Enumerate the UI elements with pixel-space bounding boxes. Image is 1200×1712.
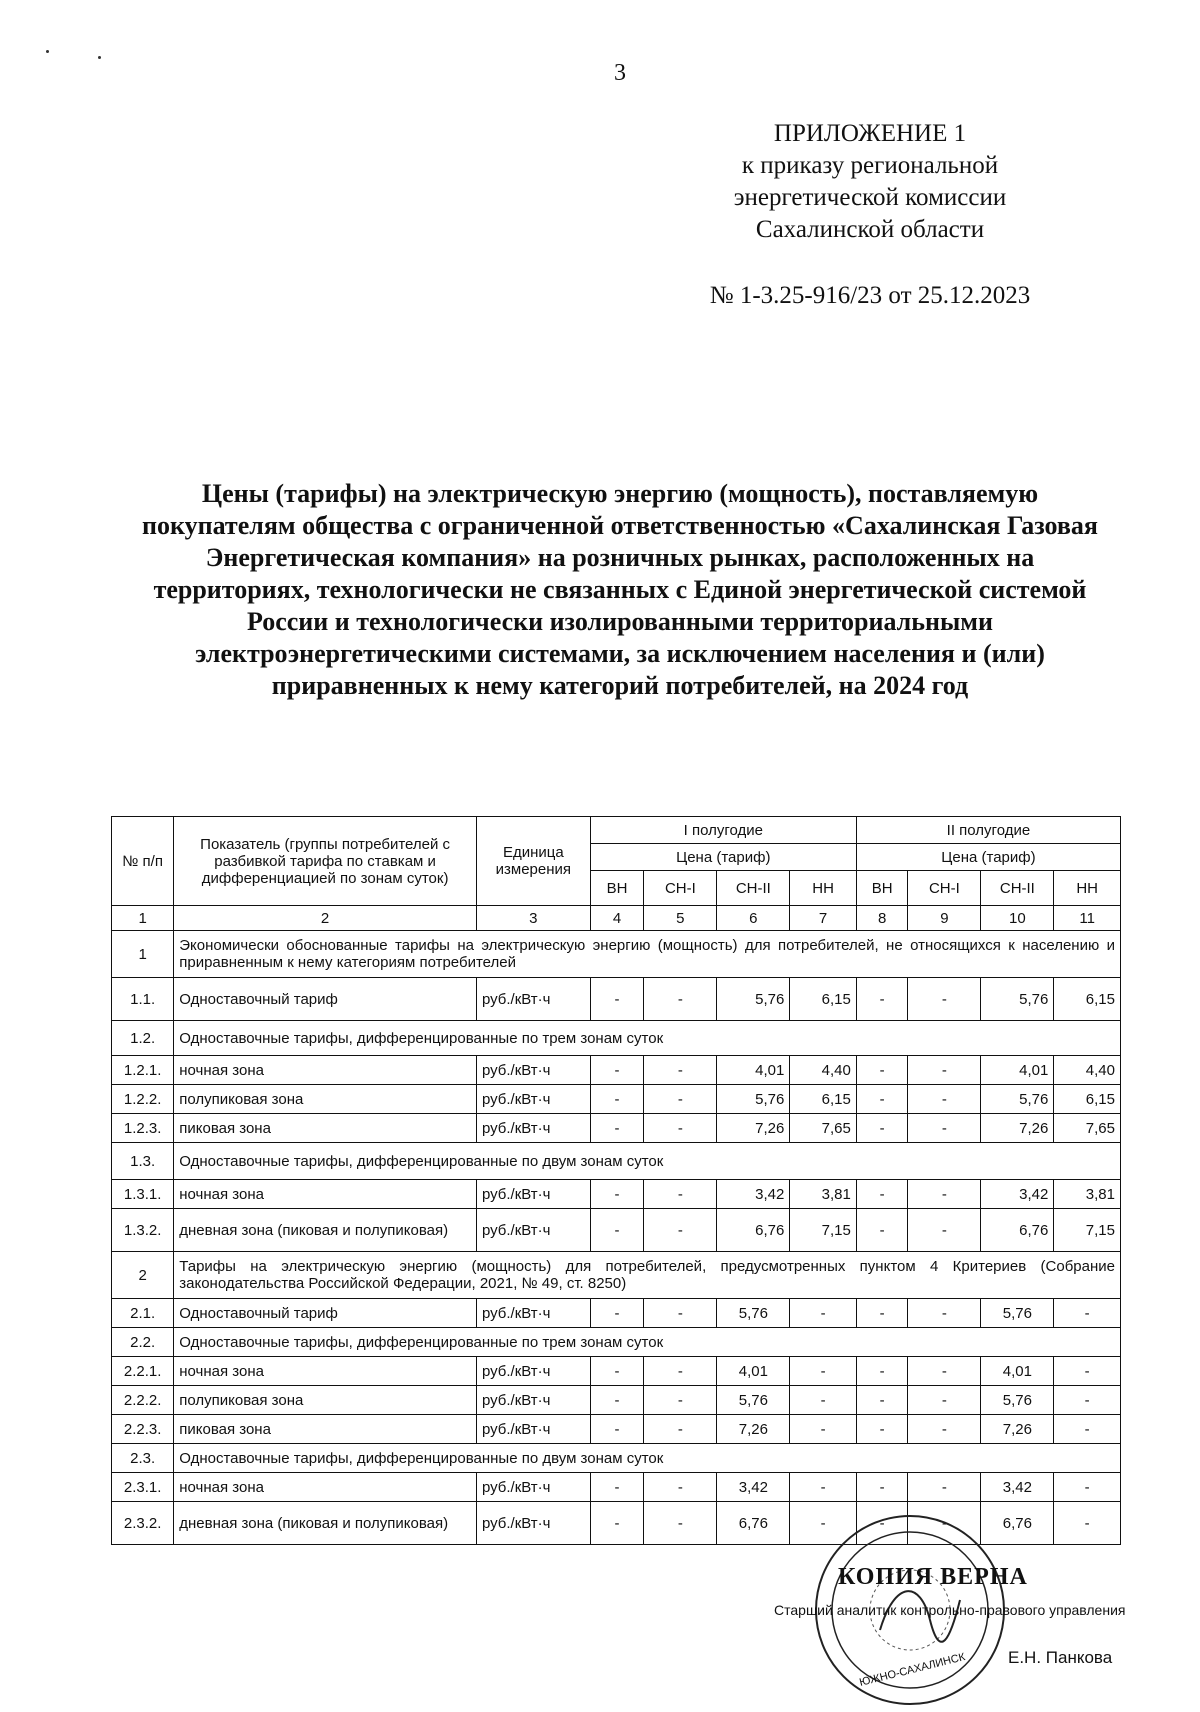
table-row [112,1056,1121,1085]
value-cell: 4,01 [717,1357,790,1386]
value-cell: 6,15 [1054,978,1121,1021]
value-cell: - [1054,1502,1121,1545]
row-unit: руб./кВт·ч [476,1357,590,1386]
table-row [112,978,1121,1021]
row-name: дневная зона (пиковая и полупиковая) [174,1209,477,1252]
row-number: 1.3. [112,1143,174,1180]
value-cell: 3,42 [717,1473,790,1502]
value-cell: - [590,1386,644,1415]
section-title: Экономически обоснованные тарифы на электрическую энергию (мощность) для потребителей, не относящихся к населению и приравненным к нему категориям потребителей [174,931,1121,978]
header-no: № п/п [112,817,174,906]
section-row [112,931,1121,978]
value-cell: - [908,1085,981,1114]
row-unit: руб./кВт·ч [476,1209,590,1252]
row-name: полупиковая зона [174,1386,477,1415]
value-cell: 3,42 [981,1473,1054,1502]
value-cell: 5,76 [717,1299,790,1328]
row-number: 2.1. [112,1299,174,1328]
value-cell: - [908,1502,981,1545]
value-cell: - [1054,1386,1121,1415]
value-cell: 4,01 [981,1056,1054,1085]
column-number: 6 [717,906,790,931]
row-name: пиковая зона [174,1415,477,1444]
value-cell: 6,15 [1054,1085,1121,1114]
tariff-table [111,816,1121,1545]
row-unit: руб./кВт·ч [476,1056,590,1085]
value-cell: - [856,1386,908,1415]
value-cell: - [856,1502,908,1545]
value-cell: 3,81 [790,1180,857,1209]
value-cell: - [590,978,644,1021]
value-cell: - [856,1209,908,1252]
header-nn: НН [790,871,857,906]
value-cell: - [908,1473,981,1502]
header-sn1: СН-I [908,871,981,906]
row-name: Одноставочный тариф [174,978,477,1021]
row-name: ночная зона [174,1473,477,1502]
value-cell: - [644,1473,717,1502]
row-unit: руб./кВт·ч [476,1114,590,1143]
value-cell: - [590,1180,644,1209]
row-number: 2 [112,1252,174,1299]
header-half-2: II полугодие [856,817,1120,844]
header-indicator: Показатель (группы потребителей с разбивкой тарифа по ставкам и дифференциацией по зонам суток) [174,817,477,906]
column-number-row [112,906,1121,931]
row-number: 2.2.2. [112,1386,174,1415]
header-sn2: СН-II [981,871,1054,906]
value-cell: - [1054,1357,1121,1386]
appendix-line: Сахалинской области [755,216,985,243]
document-title: Цены (тарифы) на электрическую энергию (мощность), поставляемую покупателям общества с ограниченной ответственностью «Сахалинская Газовая Энергетическая компания» на розничных рынках, расположенных на территориях, технологически не связанных с Единой энергетической системой России и технологически изолированными территориальными электроэнергетическими системами, за исключением населения и (или) приравненных к нему категорий потребителей, на 2024 год [142,479,1098,700]
column-number: 2 [174,906,477,931]
value-cell: 4,01 [981,1357,1054,1386]
value-cell: - [908,1299,981,1328]
value-cell: - [856,978,908,1021]
row-unit: руб./кВт·ч [476,1180,590,1209]
header-vn: ВН [856,871,908,906]
value-cell: 5,76 [981,1085,1054,1114]
value-cell: 5,76 [981,1299,1054,1328]
row-name: ночная зона [174,1357,477,1386]
row-name: Одноставочный тариф [174,1299,477,1328]
row-name: ночная зона [174,1056,477,1085]
table-row [112,1209,1121,1252]
value-cell: - [856,1180,908,1209]
value-cell: 7,65 [1054,1114,1121,1143]
subsection-row [112,1328,1121,1357]
value-cell: - [856,1473,908,1502]
value-cell: - [1054,1473,1121,1502]
row-unit: руб./кВт·ч [476,1386,590,1415]
value-cell: - [644,1299,717,1328]
row-unit: руб./кВт·ч [476,1299,590,1328]
row-number: 2.2.1. [112,1357,174,1386]
value-cell: - [856,1114,908,1143]
value-cell: 4,40 [1054,1056,1121,1085]
value-cell: 3,81 [1054,1180,1121,1209]
column-number: 5 [644,906,717,931]
value-cell: 6,15 [790,978,857,1021]
value-cell: - [644,1357,717,1386]
table-row [112,1357,1121,1386]
certifier-name: Е.Н. Панкова [1008,1648,1113,1667]
value-cell: 7,26 [981,1415,1054,1444]
subsection-title: Одноставочные тарифы, дифференцированные по трем зонам суток [174,1021,1121,1056]
header-half-1: I полугодие [590,817,856,844]
value-cell: - [590,1056,644,1085]
row-number: 1.3.2. [112,1209,174,1252]
value-cell: 6,76 [717,1209,790,1252]
scan-speck [98,56,101,59]
header-sn2: СН-II [717,871,790,906]
header-unit: Единица измерения [476,817,590,906]
column-number: 3 [476,906,590,931]
subsection-title: Одноставочные тарифы, дифференцированные по трем зонам суток [174,1328,1121,1357]
scan-speck [46,50,49,53]
value-cell: - [856,1415,908,1444]
row-unit: руб./кВт·ч [476,1473,590,1502]
value-cell: - [856,1357,908,1386]
value-cell: - [908,1209,981,1252]
subsection-title: Одноставочные тарифы, дифференцированные по двум зонам суток [174,1444,1121,1473]
section-title: Тарифы на электрическую энергию (мощность) для потребителей, предусмотренных пунктом 4 Критериев (Собрание законодательства Российской Федерации, 2021, № 49, ст. 8250) [174,1252,1121,1299]
subsection-title: Одноставочные тарифы, дифференцированные по двум зонам суток [174,1143,1121,1180]
row-unit: руб./кВт·ч [476,1415,590,1444]
column-number: 7 [790,906,857,931]
table-row [112,1386,1121,1415]
table-row [112,1473,1121,1502]
value-cell: - [590,1415,644,1444]
value-cell: - [908,1114,981,1143]
column-number: 9 [908,906,981,931]
row-number: 1.2.3. [112,1114,174,1143]
table-row [112,1114,1121,1143]
value-cell: 5,76 [981,1386,1054,1415]
value-cell: 4,40 [790,1056,857,1085]
certifier-position: Старший аналитик контрольно-правового управления [774,1602,1126,1618]
value-cell: - [644,1209,717,1252]
value-cell: - [644,1502,717,1545]
value-cell: - [644,978,717,1021]
value-cell: - [590,1114,644,1143]
header-row [112,817,1121,844]
value-cell: - [644,1415,717,1444]
value-cell: - [790,1502,857,1545]
value-cell: 3,42 [717,1180,790,1209]
section-row [112,1252,1121,1299]
value-cell: - [790,1357,857,1386]
value-cell: - [590,1209,644,1252]
header-price: Цена (тариф) [856,844,1120,871]
value-cell: - [790,1415,857,1444]
row-number: 1.1. [112,978,174,1021]
value-cell: 7,26 [717,1415,790,1444]
value-cell: 6,76 [981,1209,1054,1252]
value-cell: - [856,1056,908,1085]
value-cell: - [908,1386,981,1415]
appendix-title: ПРИЛОЖЕНИЕ 1 [773,120,967,147]
value-cell: - [856,1085,908,1114]
value-cell: - [1054,1299,1121,1328]
value-cell: 3,42 [981,1180,1054,1209]
value-cell: 4,01 [717,1056,790,1085]
value-cell: - [856,1299,908,1328]
subsection-row [112,1143,1121,1180]
value-cell: - [644,1114,717,1143]
row-number: 2.3.2. [112,1502,174,1545]
seal-city-label: ЮЖНО-САХАЛИНСК [858,1651,967,1689]
appendix-line: энергетической комиссии [733,184,1007,211]
value-cell: 5,76 [717,1085,790,1114]
value-cell: - [790,1386,857,1415]
row-name: ночная зона [174,1180,477,1209]
row-name: дневная зона (пиковая и полупиковая) [174,1502,477,1545]
row-number: 1 [112,931,174,978]
value-cell: 6,76 [717,1502,790,1545]
row-number: 2.3. [112,1444,174,1473]
value-cell: 7,26 [717,1114,790,1143]
header-sn1: СН-I [644,871,717,906]
value-cell: 7,15 [790,1209,857,1252]
row-unit: руб./кВт·ч [476,1085,590,1114]
value-cell: 7,26 [981,1114,1054,1143]
header-vn: ВН [590,871,644,906]
column-number: 1 [112,906,174,931]
table-row [112,1299,1121,1328]
value-cell: - [1054,1415,1121,1444]
column-number: 8 [856,906,908,931]
appendix-block [690,118,1050,246]
value-cell: - [790,1299,857,1328]
column-number: 11 [1054,906,1121,931]
value-cell: - [590,1085,644,1114]
value-cell: - [590,1473,644,1502]
value-cell: - [790,1473,857,1502]
copy-certified-label: КОПИЯ ВЕРНА [838,1564,1028,1590]
appendix-line: к приказу региональной [741,152,999,179]
subsection-row [112,1021,1121,1056]
row-number: 1.2. [112,1021,174,1056]
table-row [112,1085,1121,1114]
subsection-row [112,1444,1121,1473]
value-cell: 6,76 [981,1502,1054,1545]
row-name: полупиковая зона [174,1085,477,1114]
value-cell: - [908,1056,981,1085]
column-number: 4 [590,906,644,931]
value-cell: 7,15 [1054,1209,1121,1252]
value-cell: - [590,1299,644,1328]
value-cell: - [908,978,981,1021]
table-row [112,1180,1121,1209]
row-number: 1.2.2. [112,1085,174,1114]
order-number: № 1-3.25-916/23 от 25.12.2023 [709,282,1031,309]
row-name: пиковая зона [174,1114,477,1143]
value-cell: 7,65 [790,1114,857,1143]
table-row [112,1415,1121,1444]
row-number: 2.2.3. [112,1415,174,1444]
row-unit: руб./кВт·ч [476,978,590,1021]
value-cell: - [908,1357,981,1386]
value-cell: - [644,1180,717,1209]
row-number: 2.3.1. [112,1473,174,1502]
header-nn: НН [1054,871,1121,906]
value-cell: - [590,1502,644,1545]
value-cell: - [908,1415,981,1444]
row-number: 1.3.1. [112,1180,174,1209]
page-number: 3 [614,60,626,86]
row-unit: руб./кВт·ч [476,1502,590,1545]
column-number: 10 [981,906,1054,931]
value-cell: - [644,1056,717,1085]
value-cell: - [908,1180,981,1209]
header-price: Цена (тариф) [590,844,856,871]
value-cell: - [644,1386,717,1415]
row-number: 1.2.1. [112,1056,174,1085]
value-cell: 6,15 [790,1085,857,1114]
value-cell: 5,76 [717,978,790,1021]
value-cell: - [644,1085,717,1114]
value-cell: - [590,1357,644,1386]
value-cell: 5,76 [981,978,1054,1021]
value-cell: 5,76 [717,1386,790,1415]
row-number: 2.2. [112,1328,174,1357]
